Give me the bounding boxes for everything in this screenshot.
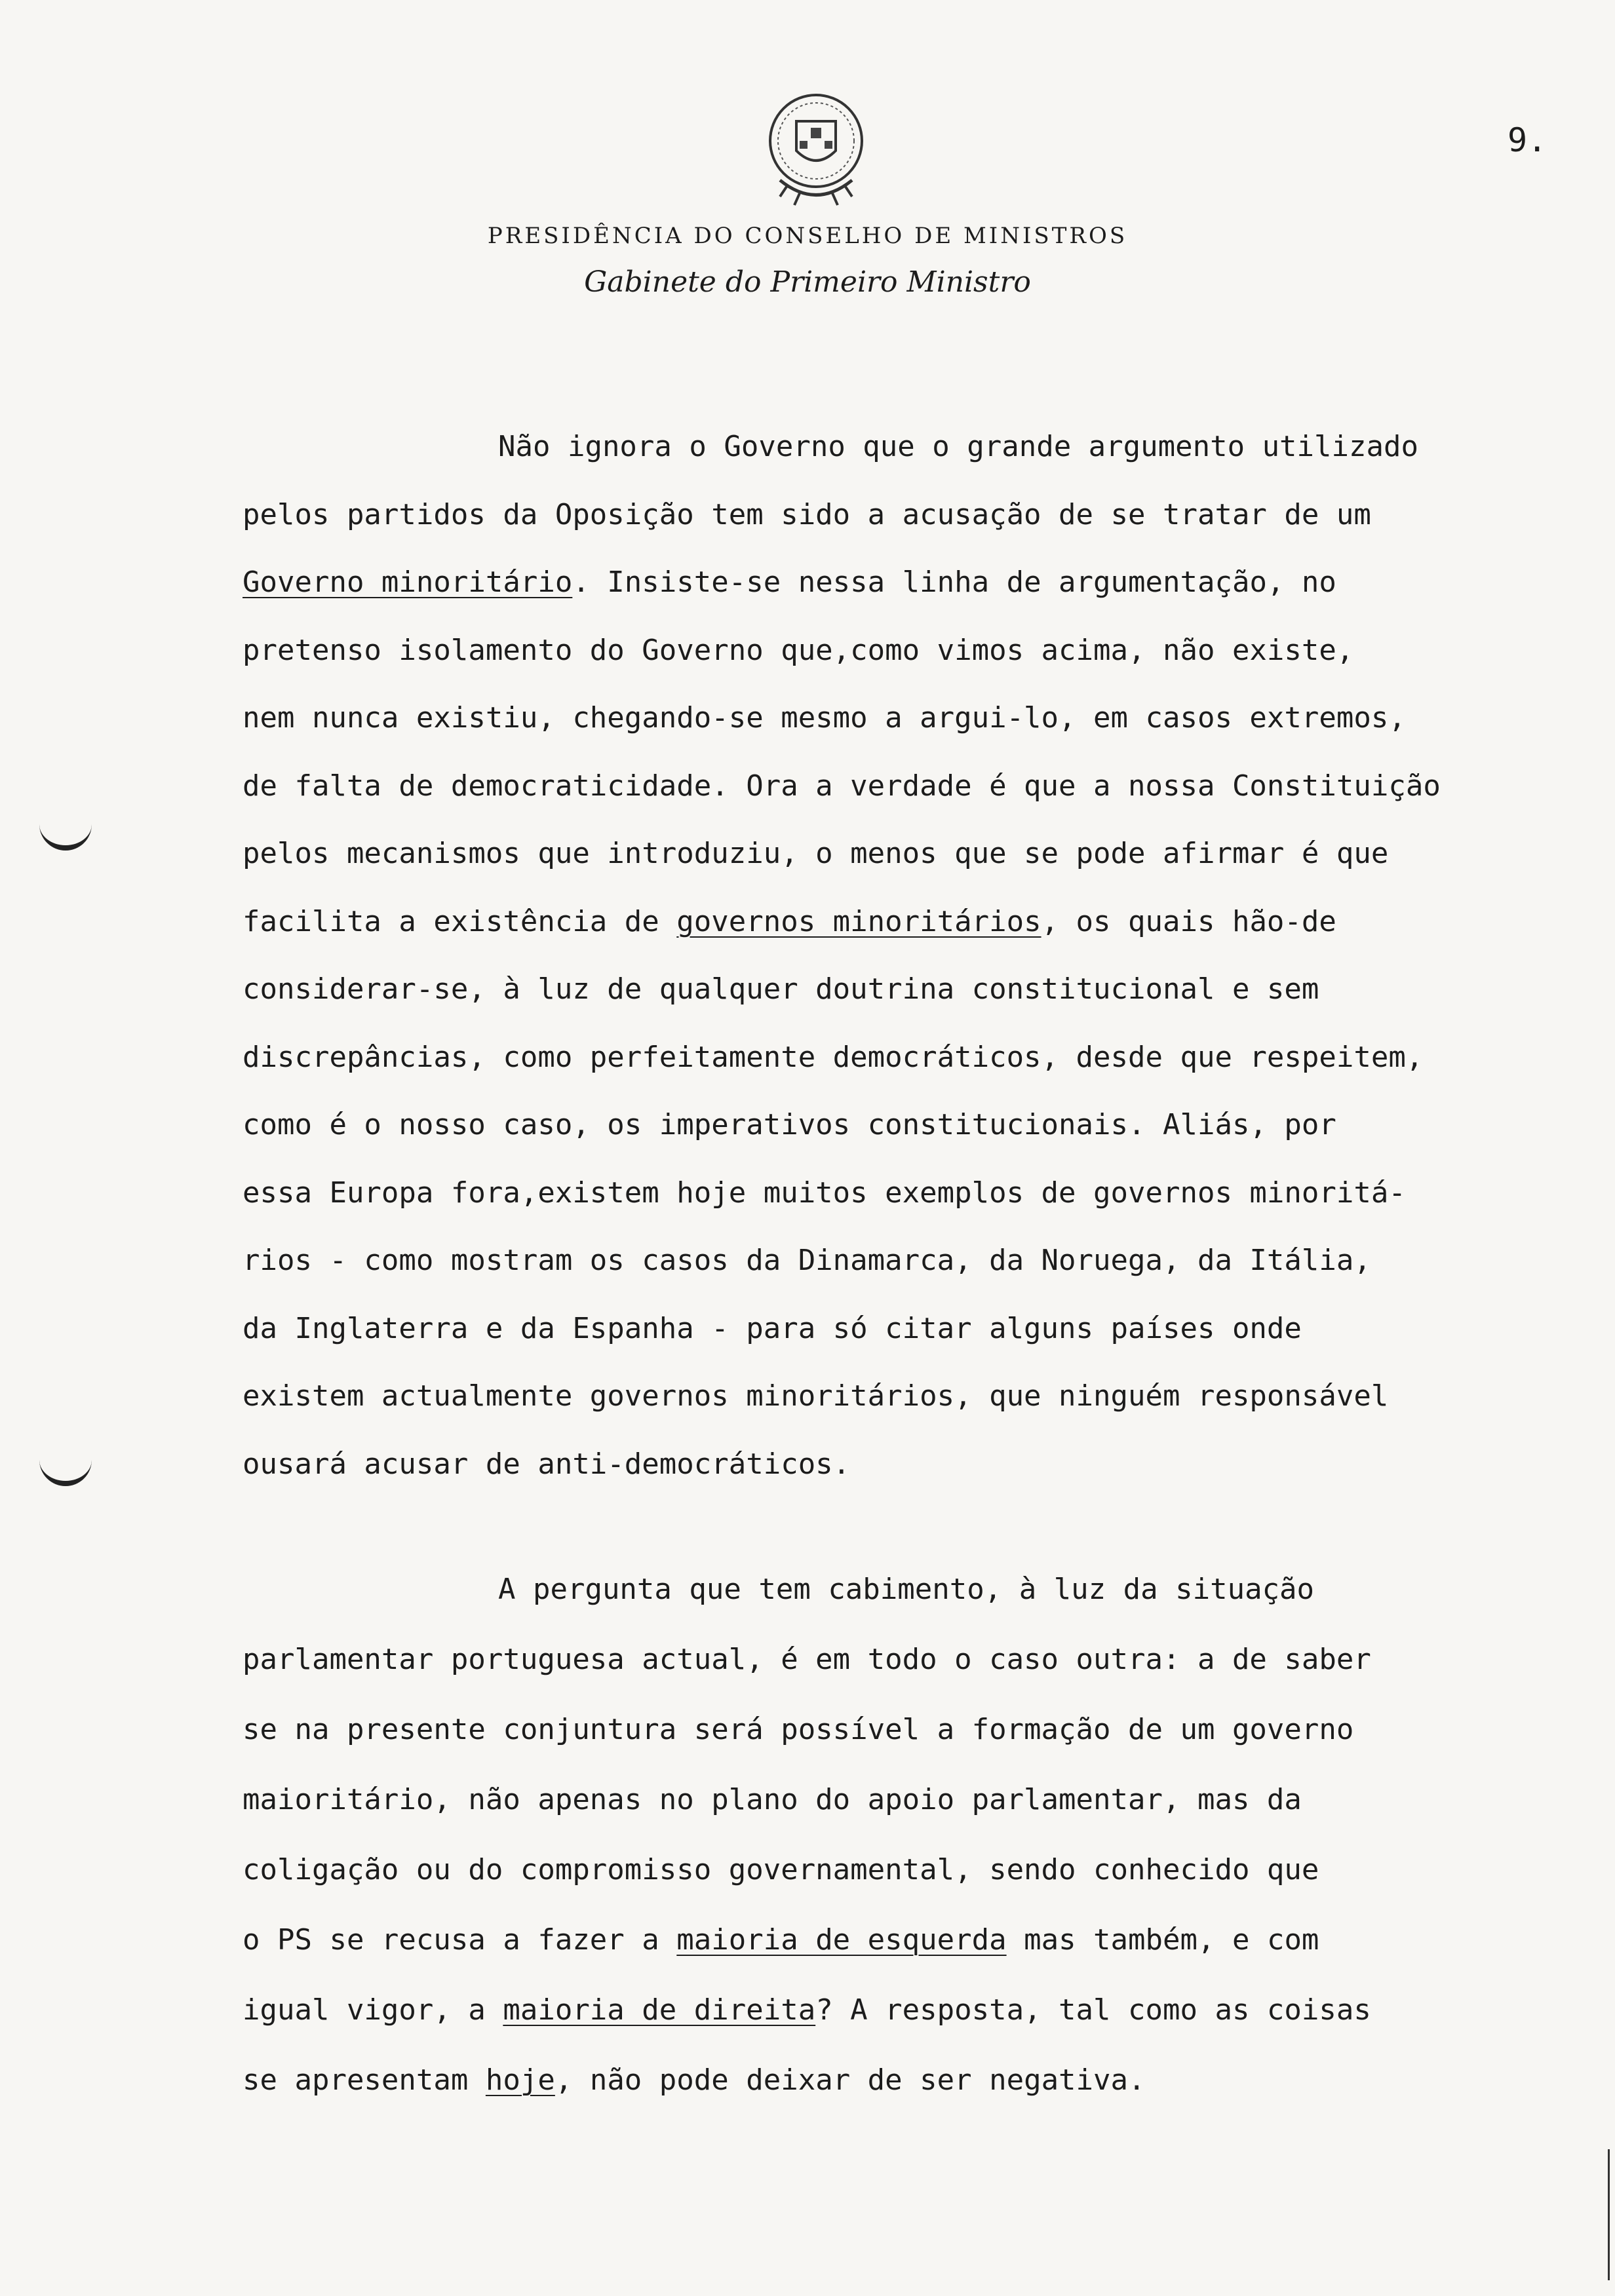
text-fragment: facilita a existência de [243, 904, 677, 938]
paragraph-1 [243, 413, 1606, 1498]
text-fragment: igual vigor, a [243, 1993, 503, 2027]
text-line: discrepâncias, como perfeitamente democráticos, desde que respeitem, [243, 1040, 1424, 1074]
text-line: Não ignora o Governo que o grande argumento utilizado [498, 430, 1418, 463]
page-number: 9. [1508, 121, 1547, 159]
punch-hole-mark [39, 1455, 92, 1486]
punch-hole-mark [39, 819, 92, 851]
text-fragment: , os quais hão-de [1041, 904, 1336, 938]
text-fragment: mas também, e com [1006, 1923, 1319, 1957]
underlined-phrase: maioria de esquerda [676, 1923, 1007, 1957]
text-line [243, 888, 1606, 956]
text-line: ousará acusar de anti-democráticos. [243, 1447, 851, 1481]
text-line: coligação ou do compromisso governamental, sendo conhecido que [243, 1853, 1319, 1886]
text-fragment: o PS se recusa a fazer a [243, 1923, 677, 1957]
underlined-phrase: maioria de direita [503, 1993, 816, 2027]
text-line [243, 1905, 1606, 1975]
text-line: da Inglaterra e da Espanha - para só citar alguns países onde [243, 1311, 1302, 1345]
text-line: nem nunca existiu, chegando-se mesmo a argui-lo, em casos extremos, [243, 701, 1406, 735]
header-subtitle: Gabinete do Primeiro Ministro [584, 265, 1031, 299]
text-line: pretenso isolamento do Governo que,como vimos acima, não existe, [243, 633, 1354, 667]
text-line: rios - como mostram os casos da Dinamarca, da Noruega, da Itália, [243, 1244, 1371, 1277]
text-fragment: , não pode deixar de ser negativa. [555, 2063, 1146, 2097]
text-fragment: ? A resposta, tal como as coisas [815, 1993, 1371, 2027]
text-fragment: . Insiste-se nessa linha de argumentação, no [572, 565, 1336, 599]
text-line: se na presente conjuntura será possível a formação de um governo [243, 1713, 1354, 1746]
text-line: maioritário, não apenas no plano do apoio parlamentar, mas da [243, 1783, 1302, 1816]
text-line: A pergunta que tem cabimento, à luz da situação [498, 1573, 1315, 1606]
text-line: como é o nosso caso, os imperativos constitucionais. Aliás, por [243, 1108, 1336, 1141]
text-line: pelos partidos da Oposição tem sido a acusação de se tratar de um [243, 497, 1371, 531]
text-line: essa Europa fora,existem hoje muitos exemplos de governos minoritá- [243, 1176, 1406, 1210]
underlined-phrase: governos minoritários [676, 904, 1041, 938]
text-line: parlamentar portuguesa actual, é em todo o caso outra: a de saber [243, 1643, 1371, 1676]
underlined-phrase: hoje [485, 2063, 555, 2097]
text-line [243, 1975, 1606, 2045]
text-line: considerar-se, à luz de qualquer doutrina constitucional e sem [243, 972, 1319, 1006]
coat-of-arms-seal-icon [760, 88, 872, 210]
text-fragment: se apresentam [243, 2063, 486, 2097]
text-line: pelos mecanismos que introduziu, o menos que se pode afirmar é que [243, 837, 1389, 870]
paragraph-2 [243, 1554, 1606, 2115]
text-line [243, 2045, 1606, 2115]
header-title: PRESIDÊNCIA DO CONSELHO DE MINISTROS [487, 223, 1128, 249]
text-line: existem actualmente governos minoritários, que ninguém responsável [243, 1379, 1389, 1413]
text-line [243, 548, 1606, 617]
scan-edge-line [1608, 2149, 1610, 2280]
underlined-phrase: Governo minoritário [243, 565, 573, 599]
text-line: de falta de democraticidade. Ora a verdade é que a nossa Constituição [243, 769, 1441, 803]
